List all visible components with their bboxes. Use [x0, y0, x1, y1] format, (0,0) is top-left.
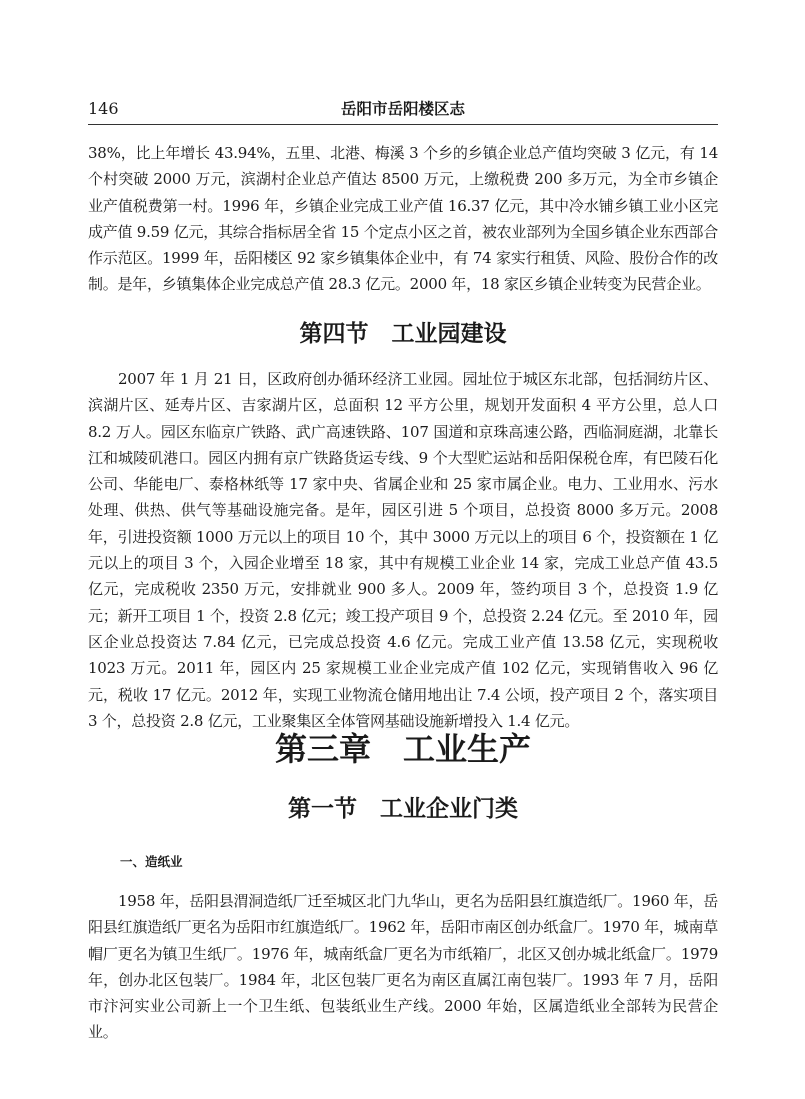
papermaking-paragraph: 1958 年，岳阳县渭洞造纸厂迁至城区北门九华山，更名为岳阳县红旗造纸厂。1960 年，岳阳县红旗造纸厂更名为岳阳市红旗造纸厂。1962 年，岳阳市南区创办纸盒厂。1970 年，城南草帽厂更名为镇卫生纸厂。1976 年，城南纸盒厂更名为市纸箱厂，北区又创办城北纸盒厂。1979 年，创办北区包装厂。1984 年，北区包装厂更名为南区直属江南包装厂。1993 年 7 月，岳阳市汴河实业公司新上一个卫生纸、包装纸业生产线。2000 年始，区属造纸业全部转为民营企业。 [88, 892, 718, 1042]
papermaking-subheading: 一、造纸业 [120, 854, 183, 869]
header-rule [88, 124, 718, 125]
page-header [88, 98, 718, 120]
chapter-three-heading: 第三章 工业生产 [274, 730, 531, 768]
running-title: 岳阳市岳阳楼区志 [340, 100, 465, 118]
section-four-heading: 第四节 工业园建设 [299, 321, 507, 347]
industrial-park-paragraph: 2007 年 1 月 21 日，区政府创办循环经济工业园。园址位于城区东北部，包括洞纺片区、滨湖片区、延寿片区、吉家湖片区，总面积 12 平方公里，规划开发面积 4 平方公里，总人口 8.2 万人。园区东临京广铁路、武广高速铁路、107 国道和京珠高速公路，西临洞庭湖，北靠长江和城陵矶港口。园区内拥有京广铁路货运专线、9 个大型贮运站和岳阳保税仓库，有巴陵石化公司、华能电厂、泰格林纸等 17 家中央、省属企业和 25 家市属企业。电力、工业用水、污水处理、供热、供气等基础设施完备。是年，园区引进 5 个项目，总投资 8000 多万元。2008 年，引进投资额 1000 万元以上的项目 10 个，其中 3000 万元以上的项目 6 个，投资额在 1 亿元以上的项目 3 个，入园企业增至 18 家，其中有规模工业企业 14 家，完成工业总产值 43.5 亿元，完成税收 2350 万元，安排就业 900 多人。2009 年，签约项目 3 个，总投资 1.9 亿元；新开工项目 1 个，投资 2.8 亿元；竣工投产项目 9 个，总投资 2.24 亿元。至 2010 年，园区企业总投资达 7.84 亿元，已完成总投资 4.6 亿元。完成工业产值 13.58 亿元，实现税收 1023 万元。2011 年，园区内 25 家规模工业企业完成产值 102 亿元，实现销售收入 96 亿元，税收 17 亿元。2012 年，实现工业物流仓储用地出让 7.4 公顷，投产项目 2 个，落实项目 3 个，总投资 2.8 亿元，工业聚集区全体管网基础设施新增投入 1.4 亿元。 [88, 370, 718, 730]
page-number: 146 [88, 99, 119, 118]
intro-paragraph: 38%，比上年增长 43.94%，五里、北港、梅溪 3 个乡的乡镇企业总产值均突破 3 亿元，有 14 个村突破 2000 万元，滨湖村企业总产值达 8500 万元，上缴税费 200 多万元，为全市乡镇企业产值税费第一村。1996 年，乡镇企业完成工业产值 16.37 亿元，其中冷水铺乡镇工业小区完成产值 9.59 亿元，其综合指标居全省 15 个定点小区之首，被农业部列为全国乡镇企业东西部合作示范区。1999 年，岳阳楼区 92 家乡镇集体企业中，有 74 家实行租赁、风险、股份合作的改制。是年，乡镇集体企业完成总产值 28.3 亿元。2000 年，18 家区乡镇企业转变为民营企业。 [88, 144, 718, 294]
section-one-heading: 第一节 工业企业门类 [288, 796, 518, 822]
